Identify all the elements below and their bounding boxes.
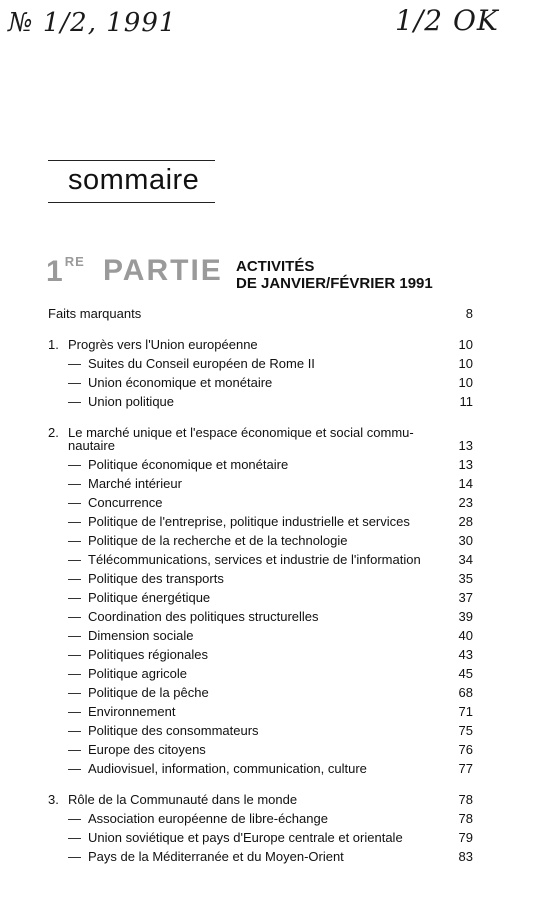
handwritten-note-left: № 1/2, 1991 bbox=[8, 8, 177, 38]
toc-item[interactable]: — Coordination des politiques structurelles bbox=[68, 609, 319, 624]
toc-item-label: Politique de la recherche et de la technologie bbox=[88, 533, 348, 548]
toc-item-page: 83 bbox=[458, 849, 473, 864]
toc-item-page: 11 bbox=[459, 394, 473, 409]
toc-item-label: Union économique et monétaire bbox=[88, 375, 273, 390]
toc-item-label: Environnement bbox=[88, 704, 176, 719]
toc-section-3[interactable] bbox=[48, 792, 297, 807]
toc-item-label: Politique des consommateurs bbox=[88, 723, 259, 738]
toc-item[interactable]: — Politique de l'entreprise, politique industrielle et services bbox=[68, 514, 410, 529]
toc-item-page: 76 bbox=[458, 742, 473, 757]
toc-item[interactable]: — Politique des consommateurs bbox=[68, 723, 259, 738]
part-subtitle-line2: DE JANVIER/FÉVRIER 1991 bbox=[236, 275, 433, 292]
toc-item-page: 39 bbox=[458, 609, 473, 624]
toc-item-page: 75 bbox=[458, 723, 473, 738]
part-subtitle bbox=[236, 258, 433, 292]
toc-item[interactable]: — Politique des transports bbox=[68, 571, 224, 586]
toc-item[interactable]: — Union politique bbox=[68, 394, 175, 409]
title-rule-bottom bbox=[48, 202, 215, 203]
toc-item-page: 68 bbox=[458, 685, 473, 700]
toc-item-page: 23 bbox=[458, 495, 473, 510]
toc-item-label: Politique énergétique bbox=[88, 590, 211, 605]
toc-item[interactable]: — Politique de la recherche et de la technologie bbox=[68, 533, 348, 548]
toc-item[interactable]: — Suites du Conseil européen de Rome II bbox=[68, 356, 315, 371]
toc-item-label: Audiovisuel, information, communication, culture bbox=[88, 761, 367, 776]
toc-item-page: 28 bbox=[458, 514, 473, 529]
toc-item-page: 45 bbox=[458, 666, 473, 681]
toc-item-label: Politique agricole bbox=[88, 666, 188, 681]
part-subtitle-line1: ACTIVITÉS bbox=[236, 258, 315, 275]
handwritten-note-right: 1/2 OK bbox=[395, 4, 499, 37]
toc-item[interactable]: — Dimension sociale bbox=[68, 628, 194, 643]
part-label: PARTIE bbox=[103, 254, 223, 287]
toc-item-page: 43 bbox=[458, 647, 473, 662]
toc-item[interactable]: — Marché intérieur bbox=[68, 476, 182, 491]
toc-item-label: Coordination des politiques structurelles bbox=[88, 609, 319, 624]
toc-item-page: 10 bbox=[458, 375, 473, 390]
toc-highlights-page: 8 bbox=[465, 306, 473, 321]
toc-item-page: 35 bbox=[458, 571, 473, 586]
toc-item-page: 13 bbox=[458, 457, 473, 472]
toc-item-page: 30 bbox=[458, 533, 473, 548]
toc-item-label: Politiques régionales bbox=[88, 647, 208, 662]
toc-item[interactable]: — Politique agricole bbox=[68, 666, 188, 681]
part-number: 1 $^{RE}$ bbox=[46, 254, 85, 288]
toc-item[interactable]: — Union soviétique et pays d'Europe centrale et orientale bbox=[68, 830, 403, 845]
toc-item[interactable]: — Union économique et monétaire bbox=[68, 375, 273, 390]
toc-section-label: Rôle de la Communauté dans le monde bbox=[68, 792, 298, 807]
toc-item-page: 77 bbox=[458, 761, 473, 776]
toc-item-page: 34 bbox=[458, 552, 473, 567]
toc-item-label: Association européenne de libre-échange bbox=[88, 811, 328, 826]
toc-item-label: Politique de l'entreprise, politique industrielle et services bbox=[88, 514, 410, 529]
toc-item[interactable]: — Environnement bbox=[68, 704, 176, 719]
toc-item-label: Télécommunications, services et industrie de l'information bbox=[88, 552, 421, 567]
toc-item-label: Union politique bbox=[88, 394, 175, 409]
toc-section-label-continued: nautaire bbox=[68, 438, 115, 453]
toc-highlights-label[interactable]: Faits marquants bbox=[48, 306, 142, 321]
toc-section-page: 78 bbox=[458, 792, 473, 807]
toc-section-1[interactable] bbox=[48, 337, 258, 352]
toc-item[interactable]: — Politiques régionales bbox=[68, 647, 208, 662]
toc-item-page: 79 bbox=[458, 830, 473, 845]
toc-item[interactable]: — Politique économique et monétaire bbox=[68, 457, 289, 472]
title-rule-top bbox=[48, 160, 215, 161]
toc-item-page: 10 bbox=[458, 356, 473, 371]
toc-item-page: 14 bbox=[458, 476, 473, 491]
toc-item[interactable]: — Audiovisuel, information, communication, culture bbox=[68, 761, 367, 776]
toc-item[interactable]: — Politique énergétique bbox=[68, 590, 211, 605]
toc-item-label: Europe des citoyens bbox=[88, 742, 206, 757]
toc-item-label: Politique économique et monétaire bbox=[88, 457, 289, 472]
toc-item-label: Pays de la Méditerranée et du Moyen-Orient bbox=[88, 849, 344, 864]
toc-item-page: 40 bbox=[458, 628, 473, 643]
toc-section-page: 10 bbox=[458, 337, 473, 352]
toc-item[interactable]: — Concurrence bbox=[68, 495, 163, 510]
part-number-suffix: RE bbox=[64, 254, 85, 269]
toc-item-page: 71 bbox=[458, 704, 473, 719]
toc-item[interactable]: — Association européenne de libre-échange bbox=[68, 811, 328, 826]
toc-section-label: Le marché unique et l'espace économique et social commu- bbox=[68, 425, 414, 440]
toc-item-label: Union soviétique et pays d'Europe centrale et orientale bbox=[88, 830, 403, 845]
toc-item[interactable]: — Pays de la Méditerranée et du Moyen-Orient bbox=[68, 849, 344, 864]
toc-section-page: 13 bbox=[458, 438, 473, 453]
toc-section-number: 3. bbox=[48, 792, 59, 807]
toc-item[interactable]: — Politique de la pêche bbox=[68, 685, 209, 700]
toc-item-label: Concurrence bbox=[88, 495, 163, 510]
toc-item-label: Dimension sociale bbox=[88, 628, 194, 643]
toc-item[interactable]: — Télécommunications, services et industrie de l'information bbox=[68, 552, 421, 567]
toc-section-label: Progrès vers l'Union européenne bbox=[68, 337, 258, 352]
toc-item-page: 37 bbox=[458, 590, 473, 605]
toc-item[interactable]: — Europe des citoyens bbox=[68, 742, 206, 757]
toc-item-label: Politique des transports bbox=[88, 571, 224, 586]
toc-section-number: 2. bbox=[48, 425, 59, 440]
toc-item-label: Marché intérieur bbox=[88, 476, 182, 491]
page-title: sommaire bbox=[68, 164, 200, 196]
toc-item-label: Politique de la pêche bbox=[88, 685, 209, 700]
toc-item-label: Suites du Conseil européen de Rome II bbox=[88, 356, 315, 371]
toc-section-number: 1. bbox=[48, 337, 59, 352]
toc-item-page: 78 bbox=[458, 811, 473, 826]
